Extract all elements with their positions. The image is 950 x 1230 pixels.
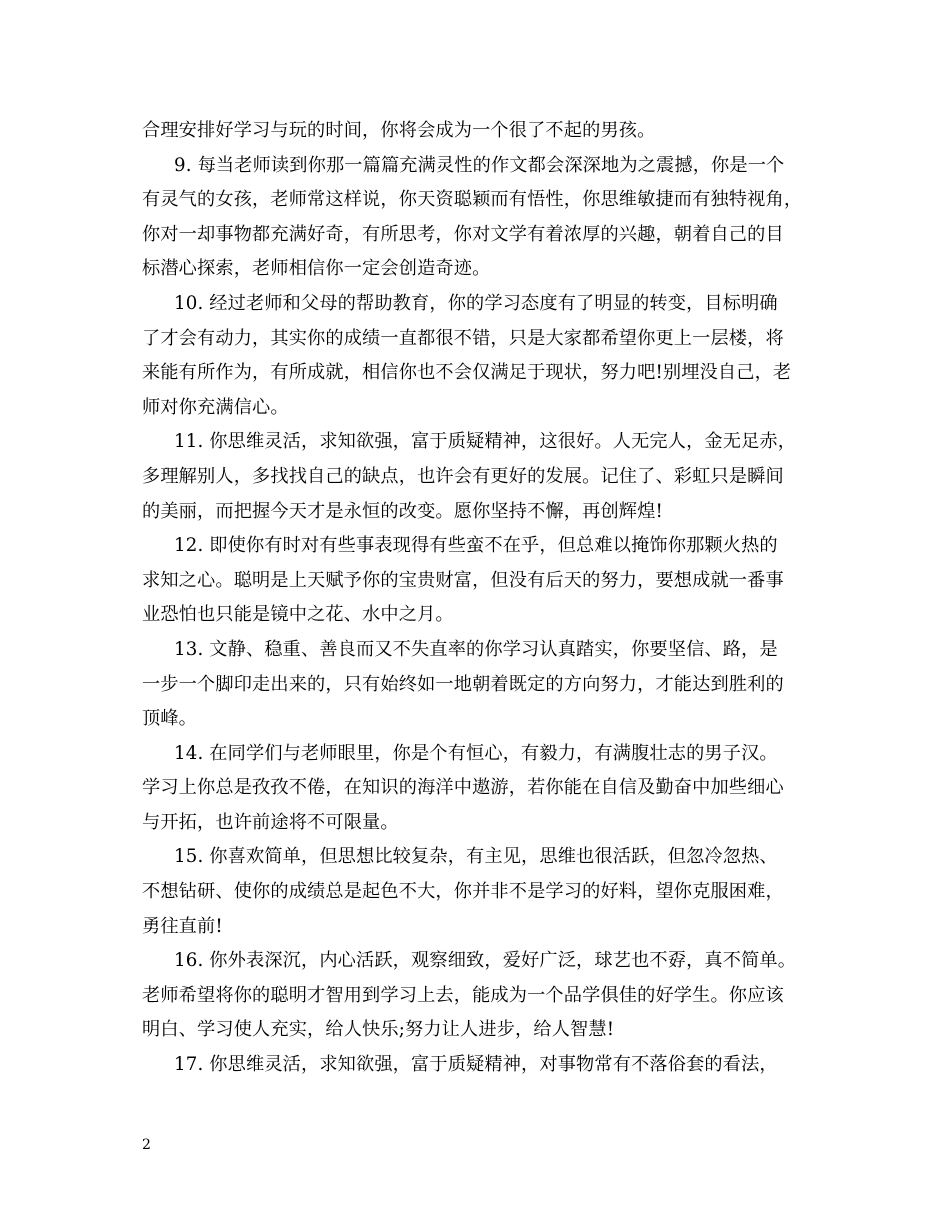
text-line: 明白、学习使人充实，给人快乐;努力让人进步，给人智慧! <box>142 1019 615 1041</box>
comment-11-start: 11. 你思维灵活，求知欲强，富于质疑精神，这很好。人无完人，金无足赤， <box>174 431 797 453</box>
text-line: 了才会有动力，其实你的成绩一直都很不错，只是大家都希望你更上一层楼，将 <box>142 327 784 349</box>
text-line: 不想钻研、使你的成绩总是起色不大，你并非不是学习的好料，望你克服困难， <box>142 881 784 903</box>
text-line: 你对一却事物都充满好奇，有所思考，你对文学有着浓厚的兴趣，朝着自己的目 <box>142 223 784 245</box>
text-line: 与开拓，也许前途将不可限量。 <box>142 811 399 833</box>
text-line: 业恐怕也只能是镜中之花、水中之月。 <box>142 604 454 626</box>
text-line: 学习上你总是孜孜不倦，在知识的海洋中遨游，若你能在自信及勤奋中加些细心 <box>142 777 784 799</box>
document-body <box>142 114 822 1083</box>
text-line: 勇往直前! <box>142 915 223 937</box>
text-line: 顶峰。 <box>142 708 198 730</box>
comment-9-start: 9. 每当老师读到你那一篇篇充满灵性的作文都会深深地为之震撼，你是一个 <box>174 154 785 176</box>
text-line: 标潜心探索，老师相信你一定会创造奇迹。 <box>142 258 491 280</box>
comment-17-start: 17. 你思维灵活，求知欲强，富于质疑精神，对事物常有不落俗套的看法， <box>174 1054 778 1076</box>
text-line: 求知之心。聪明是上天赋予你的宝贵财富，但没有后天的努力，要想成就一番事 <box>142 569 784 591</box>
comment-10-start: 10. 经过老师和父母的帮助教育，你的学习态度有了明显的转变，目标明确 <box>174 292 778 314</box>
comment-13-start: 13. 文静、稳重、善良而又不失直率的你学习认真踏实，你要坚信、路，是 <box>174 638 778 660</box>
text-line: 老师希望将你的聪明才智用到学习上去，能成为一个品学俱佳的好学生。你应该 <box>142 984 784 1006</box>
text-line: 一步一个脚印走出来的，只有始终如一地朝着既定的方向努力，才能达到胜利的 <box>142 673 784 695</box>
comment-15-start: 15. 你喜欢简单，但思想比较复杂，有主见，思维也很活跃，但忽冷忽热、 <box>174 846 778 868</box>
comment-16-start: 16. 你外表深沉，内心活跃，观察细致，爱好广泛，球艺也不孬，真不简单。 <box>174 950 797 972</box>
text-line: 有灵气的女孩，老师常这样说，你天资聪颖而有悟性，你思维敏捷而有独特视角， <box>142 189 803 211</box>
text-line: 的美丽，而把握今天才是永恒的改变。愿你坚持不懈，再创辉煌! <box>142 500 663 522</box>
comment-12-start: 12. 即使你有时对有些事表现得有些蛮不在乎，但总难以掩饰你那颗火热的 <box>174 535 778 557</box>
text-line: 合理安排好学习与玩的时间，你将会成为一个很了不起的男孩。 <box>142 120 656 141</box>
text-line: 多理解别人，多找找自己的缺点，也许会有更好的发展。记住了、彩虹只是瞬间 <box>142 465 784 487</box>
comment-14-start: 14. 在同学们与老师眼里，你是个有恒心，有毅力，有满腹壮志的男子汉。 <box>174 742 778 764</box>
text-line: 师对你充满信心。 <box>142 396 289 418</box>
text-line: 来能有所作为，有所成就，相信你也不会仅满足于现状，努力吧!别埋没自己，老 <box>142 362 792 384</box>
page-number: 2 <box>142 1137 151 1153</box>
